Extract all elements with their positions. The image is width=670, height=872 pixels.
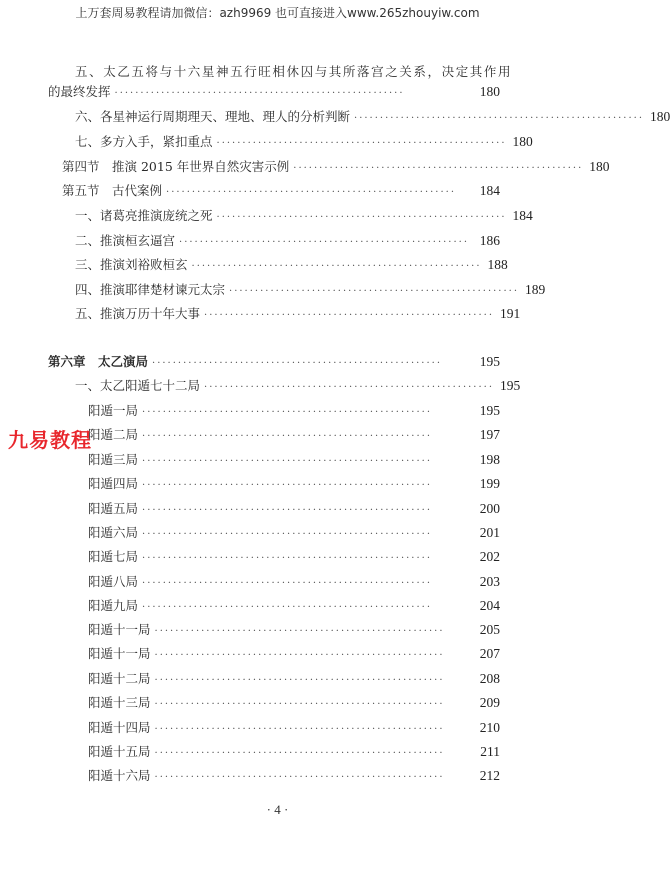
toc-entry-page: 203 <box>479 574 500 589</box>
toc-entry-page: 204 <box>479 598 500 613</box>
toc-entry-title: 阳遁十二局 <box>88 671 151 686</box>
toc-entry-page: 191 <box>500 306 521 321</box>
toc-entry-title: 五、推演万历十年大事 <box>75 306 201 321</box>
toc-entry-page: 212 <box>479 768 500 783</box>
toc-entry-page: 180 <box>479 84 500 99</box>
toc-entry-title: 阳遁十五局 <box>88 744 151 759</box>
toc-leader: ························································ <box>142 602 433 613</box>
toc-entry[interactable] <box>75 376 521 398</box>
toc-entry[interactable] <box>88 620 500 642</box>
toc-entry-page: 202 <box>479 549 500 564</box>
toc-entry-title: 第四节 推演 2015 年世界自然灾害示例 <box>62 159 290 174</box>
toc-leader: ························································ <box>191 261 482 272</box>
toc-leader: ························································ <box>154 748 445 759</box>
toc-entry-title: 阳遁十一局 <box>88 622 151 637</box>
toc-entry[interactable] <box>88 718 500 740</box>
toc-leader: ························································ <box>114 88 405 99</box>
toc-leader: ························································ <box>142 431 433 442</box>
toc-leader: ························································ <box>154 650 445 661</box>
toc-entry[interactable] <box>75 107 670 129</box>
toc-leader: ························································ <box>154 699 445 710</box>
toc-entry-title: 阳遁四局 <box>88 476 139 491</box>
toc-entry-title: 阳遁三局 <box>88 452 139 467</box>
toc-entry-page: 207 <box>479 646 500 661</box>
toc-leader: ························································ <box>142 456 433 467</box>
toc-entry[interactable] <box>62 157 610 179</box>
toc-entry-page: 186 <box>479 233 500 248</box>
toc-entry[interactable] <box>88 450 500 472</box>
toc-entry[interactable] <box>88 547 500 569</box>
toc-entry-page: 184 <box>512 208 533 223</box>
toc-entry-page: 205 <box>479 622 500 637</box>
toc-entry[interactable] <box>88 572 500 594</box>
toc-entry-title: 阳遁一局 <box>88 403 139 418</box>
toc-leader: ························································ <box>229 286 520 297</box>
toc-entry-title: 第五节 古代案例 <box>62 183 163 198</box>
toc-entry[interactable] <box>48 82 500 104</box>
toc-entry[interactable] <box>75 206 533 228</box>
toc-leader: ························································ <box>142 578 433 589</box>
toc-entry[interactable] <box>88 425 500 447</box>
toc-entry-title: 阳遁十四局 <box>88 720 151 735</box>
toc-entry[interactable] <box>75 231 500 253</box>
toc-entry-page: 200 <box>479 501 500 516</box>
toc-entry-page: 180 <box>650 109 670 124</box>
toc-leader: ························································ <box>154 675 445 686</box>
toc-leader: ························································ <box>354 113 645 124</box>
toc-entry-page: 199 <box>479 476 500 491</box>
toc-entry[interactable] <box>88 669 500 691</box>
toc-entry-title: 阳遁六局 <box>88 525 139 540</box>
toc-leader: ························································ <box>216 138 507 149</box>
toc-leader: ························································ <box>142 505 433 516</box>
toc-entry-page: 210 <box>479 720 500 735</box>
toc-entry-page: 184 <box>479 183 500 198</box>
toc-entry-title: 一、太乙阳遁七十二局 <box>75 378 201 393</box>
toc-entry-title: 阳遁十一局 <box>88 646 151 661</box>
toc-entry-title: 六、各星神运行周期理天、理地、理人的分析判断 <box>75 109 351 124</box>
toc-entry-page: 201 <box>479 525 500 540</box>
toc-chapter[interactable] <box>48 352 500 374</box>
toc-entry[interactable] <box>88 644 500 666</box>
toc-entry-title: 阳遁十三局 <box>88 695 151 710</box>
toc-entry-title: 阳遁七局 <box>88 549 139 564</box>
toc-leader: ························································ <box>152 358 443 369</box>
toc-entry[interactable] <box>88 693 500 715</box>
watermark-logo: 九易教程 <box>8 428 92 452</box>
toc-leader: ························································ <box>166 187 457 198</box>
toc-entry-title: 阳遁二局 <box>88 427 139 442</box>
toc-chapter-title: 第六章 太乙演局 <box>48 354 149 369</box>
toc-entry-page: 195 <box>500 378 521 393</box>
toc-entry-page: 188 <box>487 257 508 272</box>
toc-entry[interactable] <box>88 596 500 618</box>
toc-leader: ························································ <box>216 212 507 223</box>
toc-leader: ························································ <box>142 480 433 491</box>
toc-entry-page: 180 <box>589 159 610 174</box>
toc-entry-page: 209 <box>479 695 500 710</box>
toc-leader: ························································ <box>204 310 495 321</box>
toc-entry-title: 三、推演刘裕败桓玄 <box>75 257 188 272</box>
toc-entry-page: 211 <box>480 744 500 759</box>
toc-entry-title: 七、多方入手，紧扣重点 <box>75 134 213 149</box>
page-header-ad: 上万套周易教程请加微信：azh9969 也可直接进入www.265zhouyiw.com <box>75 6 480 20</box>
toc-entry[interactable] <box>88 523 500 545</box>
toc-entry-title: 阳遁五局 <box>88 501 139 516</box>
toc-leader: ························································ <box>179 237 470 248</box>
toc-entry[interactable] <box>88 742 500 764</box>
toc-entry-title: 阳遁九局 <box>88 598 139 613</box>
toc-entry-title: 的最终发挥 <box>48 84 111 99</box>
page-number: · 4 · <box>266 802 289 817</box>
toc-entry[interactable] <box>75 132 533 154</box>
toc-entry-page: 180 <box>512 134 533 149</box>
toc-leader: ························································ <box>154 626 445 637</box>
toc-leader: ························································ <box>142 407 433 418</box>
toc-leader: ························································ <box>142 553 433 564</box>
toc-intro-line: 五、太乙五将与十六星神五行旺相休囚与其所落宫之关系，决定其作用 <box>75 64 513 79</box>
toc-entry[interactable] <box>88 401 500 423</box>
toc-leader: ························································ <box>142 529 433 540</box>
toc-entry-page: 195 <box>479 354 500 369</box>
toc-leader: ························································ <box>204 382 495 393</box>
toc-entry-page: 189 <box>525 282 546 297</box>
toc-entry-title: 阳遁十六局 <box>88 768 151 783</box>
toc-entry-title: 四、推演耶律楚材谏元太宗 <box>75 282 226 297</box>
toc-entry[interactable] <box>88 474 500 496</box>
toc-leader: ························································ <box>293 163 584 174</box>
toc-entry[interactable] <box>75 304 521 326</box>
toc-entry-page: 198 <box>479 452 500 467</box>
toc-entry-page: 208 <box>479 671 500 686</box>
toc-entry-title: 一、诸葛亮推演庞统之死 <box>75 208 213 223</box>
toc-entry[interactable] <box>88 766 500 788</box>
toc-entry[interactable] <box>88 499 500 521</box>
toc-entry-title: 二、推演桓玄逼宫 <box>75 233 176 248</box>
toc-entry-page: 197 <box>479 427 500 442</box>
toc-leader: ························································ <box>154 772 445 783</box>
toc-entry-title: 阳遁八局 <box>88 574 139 589</box>
toc-entry[interactable] <box>75 255 508 277</box>
toc-entry[interactable] <box>75 280 546 302</box>
toc-entry[interactable] <box>62 181 500 203</box>
toc-entry-page: 195 <box>479 403 500 418</box>
toc-leader: ························································ <box>154 724 445 735</box>
